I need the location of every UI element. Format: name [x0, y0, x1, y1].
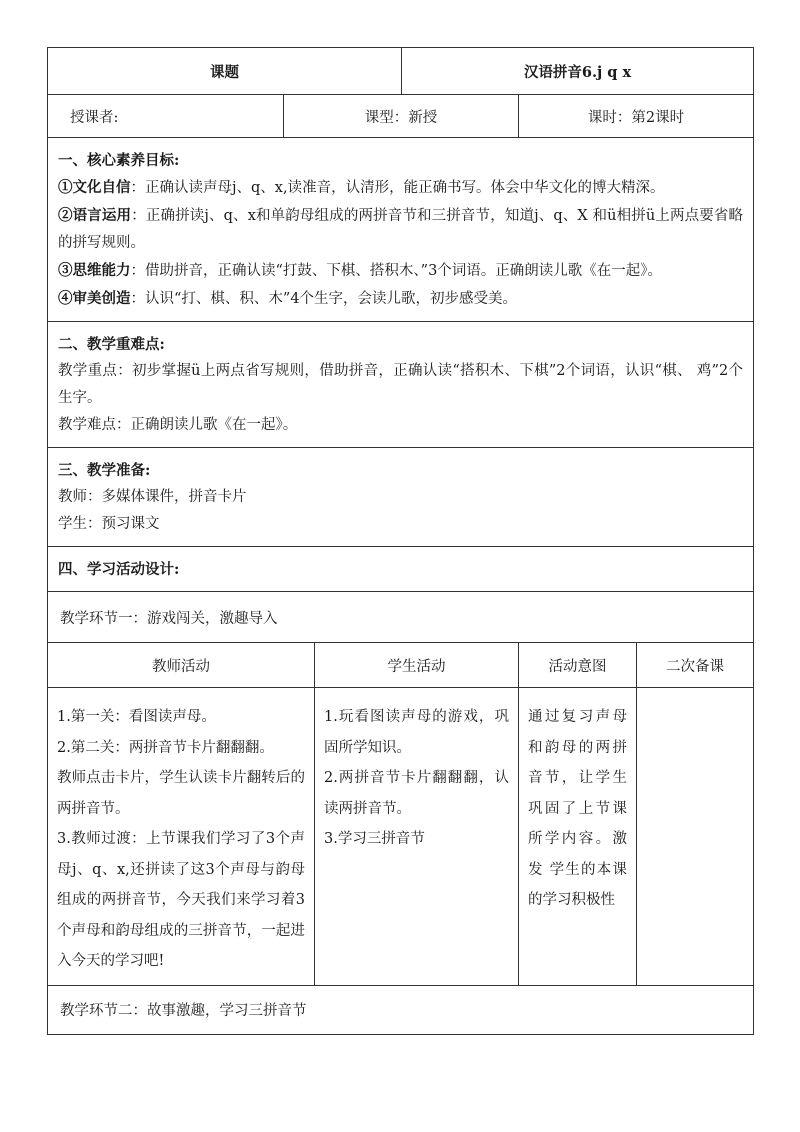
activity-row	[48, 688, 754, 986]
header-left: 课题	[210, 63, 239, 81]
lesson-period: 课时：第2课时	[587, 109, 685, 126]
goal-item	[58, 257, 743, 285]
prep-section	[48, 448, 754, 547]
goal-text: ：借助拼音，正确认读“打鼓、下棋、搭积木、”3个词语。正确朗读儿歌《在一起》。	[130, 263, 663, 279]
teacher-step: 教师点击卡片，学生认读卡片翻转后的两拼音节。	[57, 770, 305, 817]
header-left-cell	[48, 48, 402, 95]
student-step: 1.玩看图读声母的游戏，巩固所学知识。	[324, 709, 509, 756]
keypoint-focus: 教学重点：初步掌握ü上两点省写规则，借助拼音，正确认读“搭积木、下棋”2个词语，认识“棋、 鸡”2个生字。	[58, 363, 744, 406]
goal-label: ④审美创造	[58, 290, 131, 307]
second-prep-cell	[637, 688, 754, 986]
activity-intent-text: 通过复习声母和韵母的两拼音节，让学生巩固了上节课所学内容。激发 学生的本课的学习积极性	[528, 709, 627, 908]
goal-label: ③思维能力	[58, 262, 131, 279]
teacher-activity-cell	[48, 688, 315, 986]
goal-item	[58, 202, 743, 257]
goal-text: ：正确拼读j、q、x和单韵母组成的两拼音节和三拼音节，知道j、q、X 和ü相拼ü上两点要省略的拼写规则。	[58, 208, 744, 251]
goals-row	[48, 138, 754, 322]
design-title-row	[48, 547, 754, 592]
col-student-activity: 学生活动	[315, 643, 519, 688]
stage1-cell	[48, 592, 754, 643]
activity-intent-cell	[519, 688, 637, 986]
lesson-title: 汉语拼音6.j q x	[523, 63, 632, 81]
keypoints-title: 二、教学重难点:	[58, 336, 165, 353]
col-second-prep: 二次备课	[637, 643, 754, 688]
goal-text: ：正确认读声母j、q、x,读准音，认清形，能正确书写。体会中华文化的博大精深。	[130, 180, 665, 196]
student-step: 3.学习三拼音节	[324, 831, 425, 847]
teacher-step: 2.第二关：两拼音节卡片翻翻翻。	[57, 739, 274, 756]
meta-row	[48, 95, 754, 138]
lesson-type: 课型：新授	[364, 109, 438, 126]
stage2-label: 教学环节二：故事激趣，学习三拼音节	[60, 1003, 307, 1019]
stage2-cell	[48, 985, 754, 1034]
student-activity-cell	[315, 688, 519, 986]
teacher-label: 授课者:	[70, 109, 119, 126]
goal-label: ①文化自信	[58, 179, 131, 196]
keypoint-difficulty: 教学难点：正确朗读儿歌《在一起》。	[58, 417, 298, 433]
lesson-plan	[47, 47, 753, 1035]
goal-item	[58, 174, 743, 202]
activity-header-row	[48, 643, 754, 688]
design-title: 四、学习活动设计:	[58, 561, 180, 578]
teacher-cell	[48, 95, 284, 138]
goal-label: ②语言运用	[58, 207, 132, 224]
goals-section	[48, 138, 754, 322]
type-cell	[284, 95, 519, 138]
prep-teacher: 教师：多媒体课件，拼音卡片	[58, 489, 247, 505]
prep-title: 三、教学准备:	[58, 462, 151, 479]
teacher-step: 3.教师过渡：上节课我们学习了3个声母j、q、x,还拼读了这3个声母与韵母组成的两拼音节，今天我们来学习着3个声母和韵母组成的三拼音节，一起进入今天的学习吧!	[57, 831, 305, 969]
keypoints-row	[48, 322, 754, 448]
stage2-row	[48, 985, 754, 1034]
student-step: 2.两拼音节卡片翻翻翻，认读两拼音节。	[324, 770, 509, 817]
design-title-cell	[48, 547, 754, 592]
keypoints-section	[48, 322, 754, 448]
col-teacher-activity: 教师活动	[48, 643, 315, 688]
stage1-row	[48, 592, 754, 643]
lesson-plan-table	[47, 47, 754, 1035]
stage1-label: 教学环节一：游戏闯关，激趣导入	[60, 610, 278, 627]
prep-row	[48, 448, 754, 547]
goal-item	[58, 285, 743, 313]
goal-text: ：认识“打、棋、积、木”4个生字，会读儿歌，初步感受美。	[130, 291, 518, 307]
col-activity-intent: 活动意图	[519, 643, 637, 688]
teacher-step: 1.第一关：看图读声母。	[57, 709, 216, 725]
header-row	[48, 48, 754, 95]
goals-title: 一、核心素养目标:	[58, 152, 180, 169]
prep-student: 学生：预习课文	[58, 516, 160, 532]
header-right-cell	[402, 48, 754, 95]
period-cell	[519, 95, 754, 138]
